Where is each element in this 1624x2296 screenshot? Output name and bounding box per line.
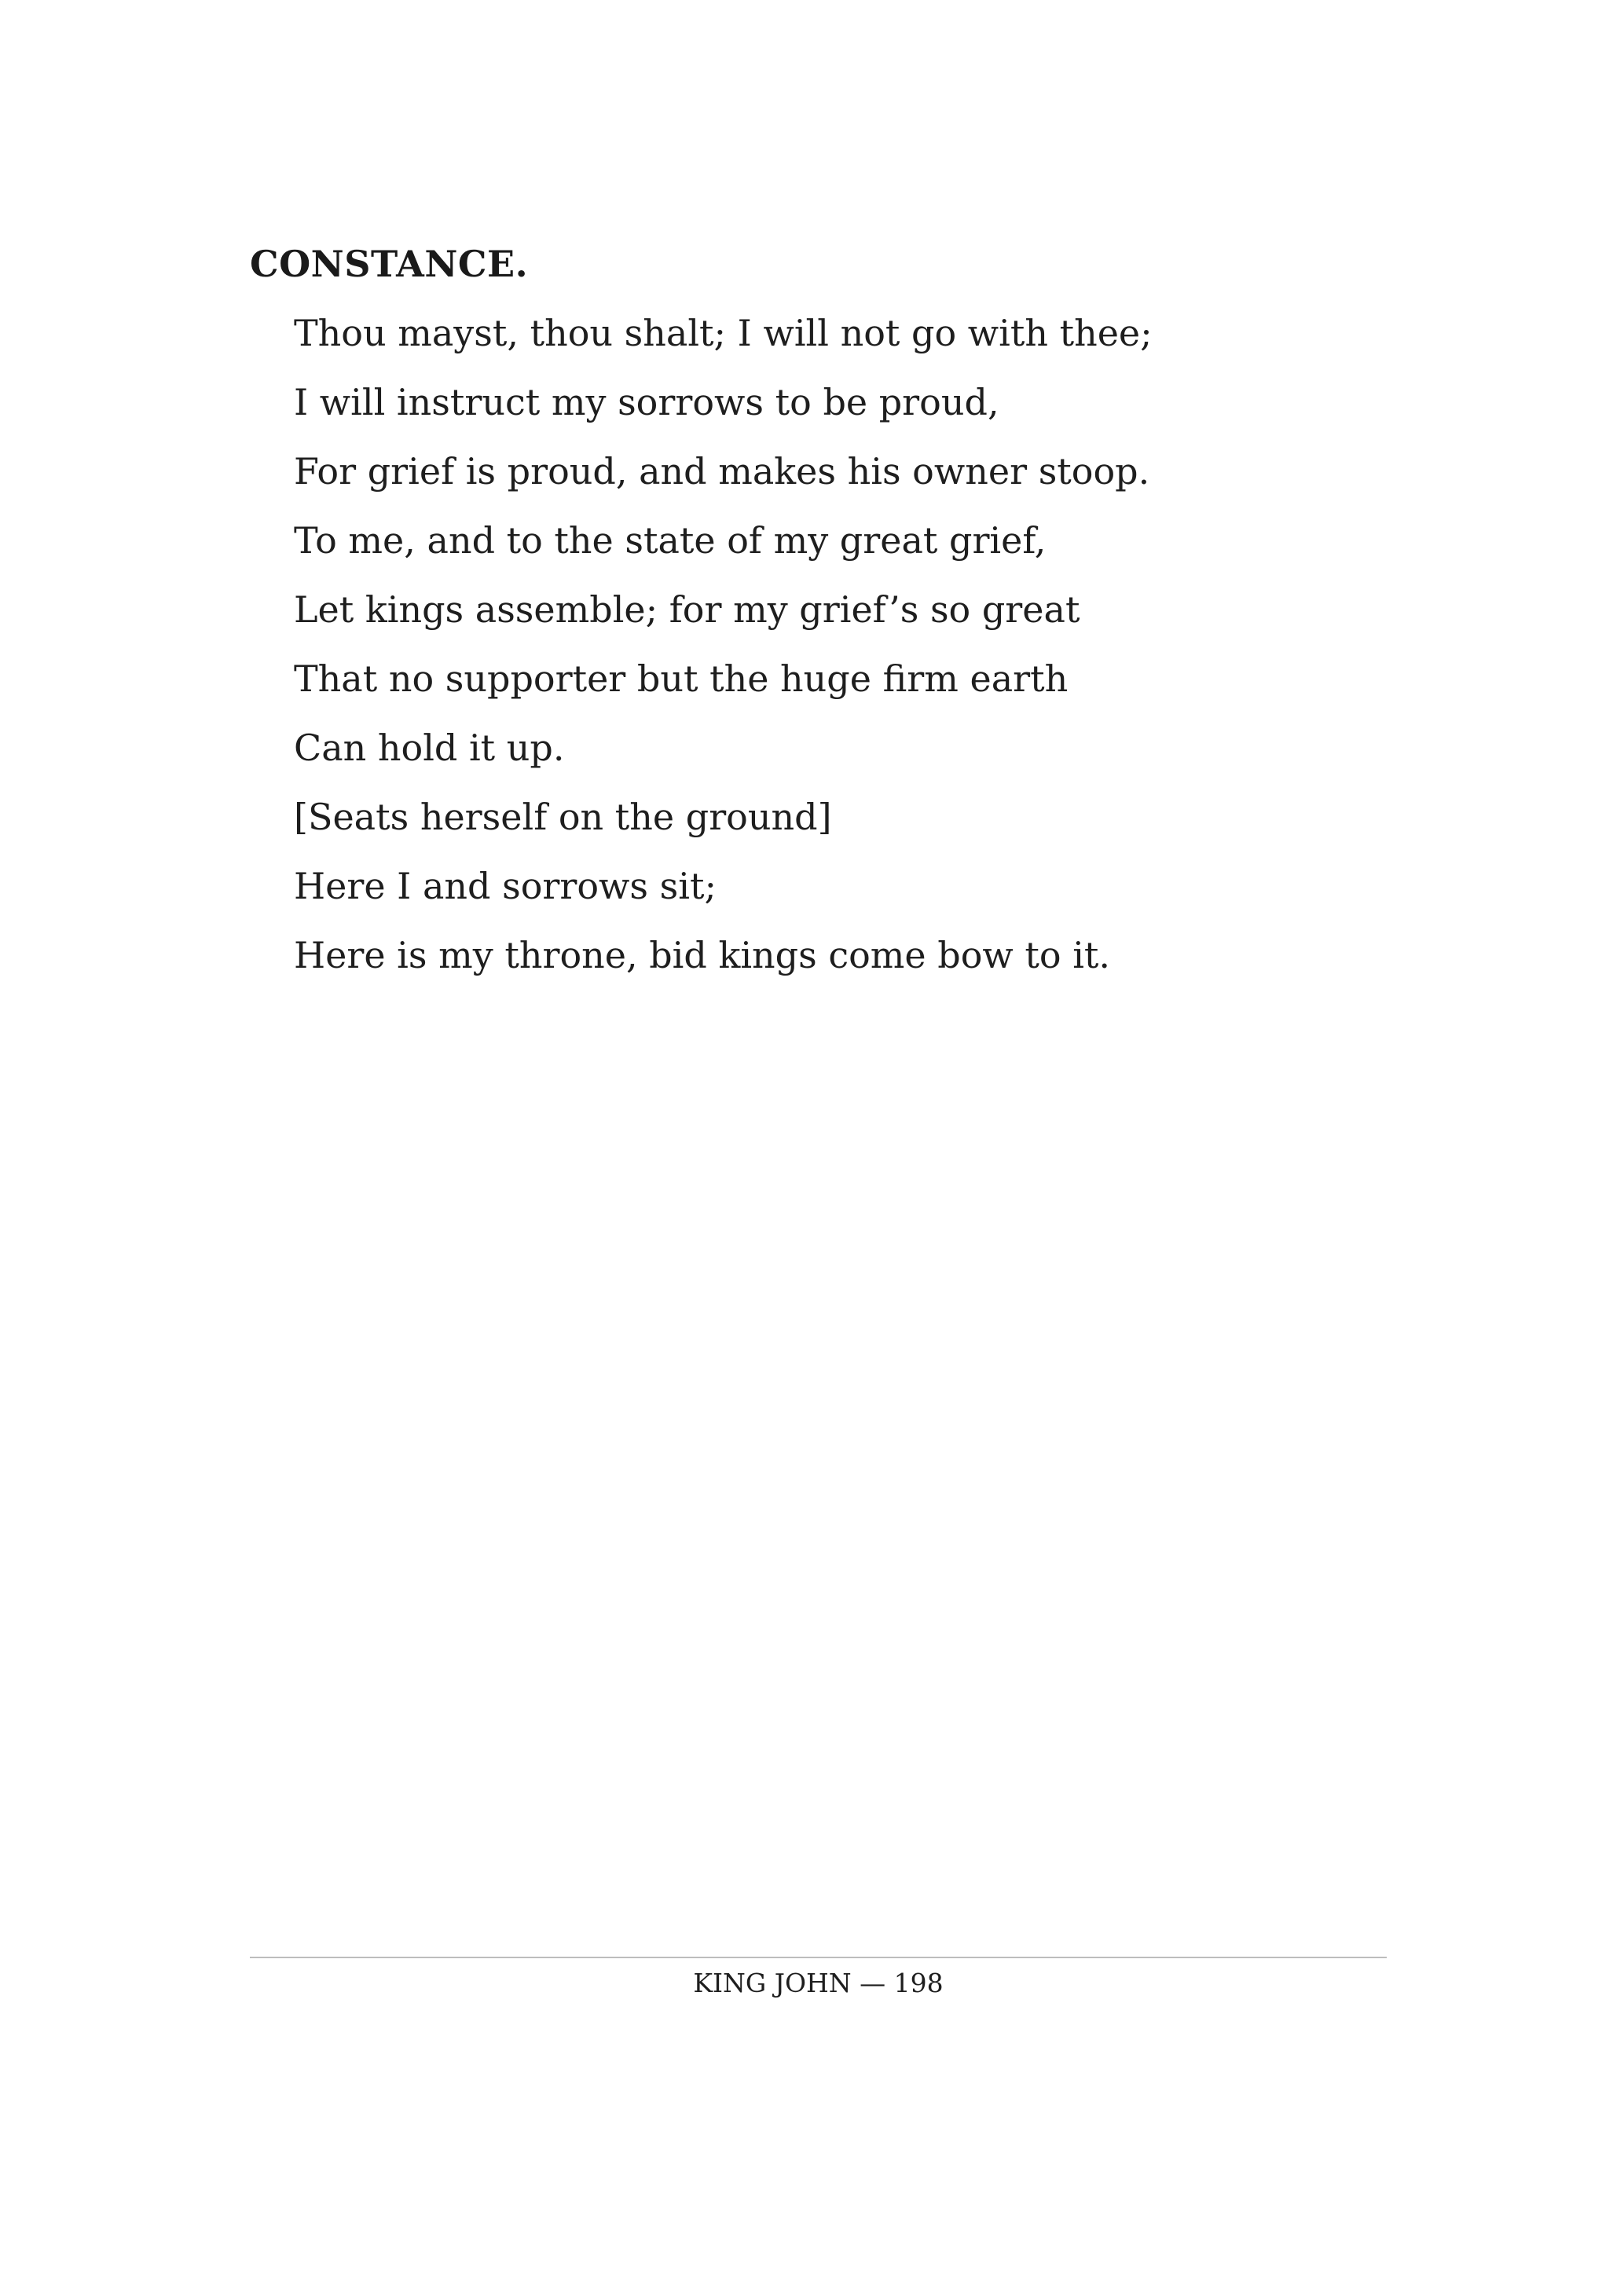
footer-divider — [250, 1957, 1387, 1958]
verse-line: Thou mayst, thou shalt; I will not go with thee; — [294, 312, 1153, 354]
verse-line: Can hold it up. — [294, 727, 565, 769]
verse-line: Here I and sorrows sit; — [294, 865, 717, 907]
stage-direction: [Seats herself on the ground] — [294, 796, 832, 838]
verse-block — [294, 309, 1153, 1001]
speaker-name: CONSTANCE. — [250, 243, 529, 285]
page-footer: KING JOHN — 198 — [693, 1968, 944, 1998]
verse-line: That no supporter but the huge firm earth — [294, 657, 1069, 700]
verse-line: Let kings assemble; for my grief’s so great — [294, 588, 1080, 631]
verse-line: For grief is proud, and makes his owner stoop. — [294, 450, 1150, 493]
verse-line: I will instruct my sorrows to be proud, — [294, 381, 999, 423]
verse-line: Here is my throne, bid kings come bow to it. — [294, 934, 1111, 976]
verse-line: To me, and to the state of my great grief, — [294, 519, 1047, 562]
